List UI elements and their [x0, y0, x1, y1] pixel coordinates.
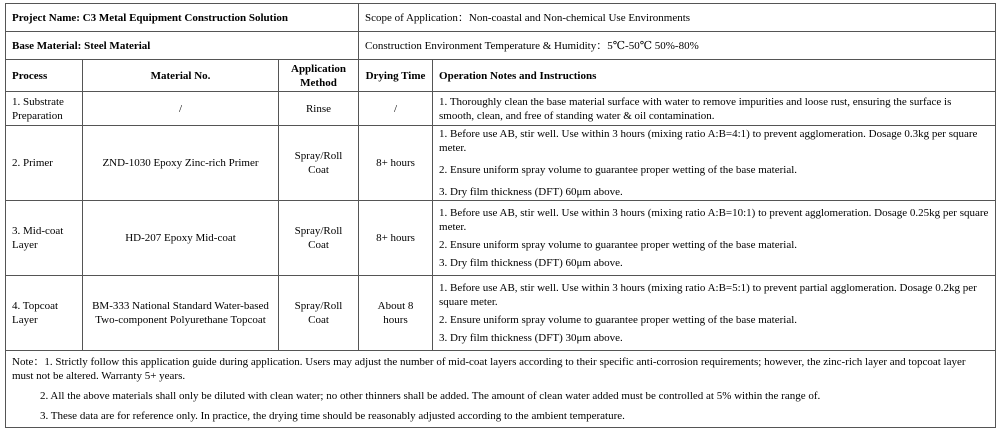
drying-cell: 8+ hours — [359, 201, 433, 276]
method-header-line2: Method — [300, 76, 337, 89]
method-header — [279, 60, 359, 92]
method-cell: Rinse — [279, 92, 359, 126]
project-name: Project Name: C3 Metal Equipment Construction Solution — [6, 4, 359, 32]
note-line: 3. Dry film thickness (DFT) 30μm above. — [439, 332, 623, 344]
material-cell: BM-333 National Standard Water-based Two-component Polyurethane Topcoat — [83, 276, 279, 351]
material-row — [6, 32, 996, 60]
process-cell: 4. Topcoat Layer — [6, 276, 83, 351]
method-cell: Spray/Roll Coat — [279, 276, 359, 351]
column-header-row — [6, 60, 996, 92]
process-header: Process — [6, 60, 83, 92]
drying-cell: About 8 hours — [359, 276, 433, 351]
note-line: 3. Dry film thickness (DFT) 60μm above. — [439, 186, 623, 198]
drying-cell: / — [359, 92, 433, 126]
process-cell: 3. Mid-coat Layer — [6, 201, 83, 276]
project-row — [6, 4, 996, 32]
material-cell: / — [83, 92, 279, 126]
note-line: 1. Before use AB, stir well. Use within 3 hours (mixing ratio A:B=4:1) to prevent agglomeration. Dosage 0.3kg per square meter. — [439, 128, 978, 154]
table-row — [6, 201, 996, 276]
material-cell: ZND-1030 Epoxy Zinc-rich Primer — [83, 126, 279, 201]
scope-of-application: Scope of Application：Non-coastal and Non-chemical Use Environments — [359, 4, 996, 32]
notes-cell — [433, 126, 996, 201]
process-cell: 2. Primer — [6, 126, 83, 201]
drying-cell: 8+ hours — [359, 126, 433, 201]
notes-cell — [433, 276, 996, 351]
drying-header: Drying Time — [359, 60, 433, 92]
note-line: 1. Before use AB, stir well. Use within 3 hours (mixing ratio A:B=5:1) to prevent partial agglomeration. Dosage 0.2kg per square meter. — [439, 282, 977, 308]
table-row — [6, 92, 996, 126]
note-line: 2. Ensure uniform spray volume to guarantee proper wetting of the base material. — [439, 164, 798, 176]
note-line: 1. Thoroughly clean the base material surface with water to remove impurities and loose rust, ensuring the surface is smooth, clean, and free of standing water & oil contamination. — [439, 95, 952, 122]
method-header-line1: Application — [291, 62, 347, 75]
table-row — [6, 276, 996, 351]
footer-note-2: 2. All the above materials shall only be diluted with clean water; no other thinners shall be added. The amount of clean water added must be controlled at 5% within the range of. — [40, 390, 821, 402]
footer-notes — [6, 351, 996, 428]
footer-note-1: Note：1. Strictly follow this application guide during application. Users may adjust the number of mid-coat layers according to their specific anti-corrosion requirements; however, the zinc-rich layer and topcoat layer must not be altered. Warranty 5+ years. — [12, 356, 966, 382]
method-cell: Spray/Roll Coat — [279, 201, 359, 276]
material-header: Material No. — [83, 60, 279, 92]
material-cell: HD-207 Epoxy Mid-coat — [83, 201, 279, 276]
table-row — [6, 126, 996, 201]
construction-spec-table — [5, 3, 996, 428]
note-line: 2. Ensure uniform spray volume to guarantee proper wetting of the base material. — [439, 239, 798, 251]
method-cell: Spray/Roll Coat — [279, 126, 359, 201]
notes-cell — [433, 201, 996, 276]
notes-header: Operation Notes and Instructions — [433, 60, 996, 92]
base-material: Base Material: Steel Material — [6, 32, 359, 60]
process-cell: 1. Substrate Preparation — [6, 92, 83, 126]
note-line: 2. Ensure uniform spray volume to guarantee proper wetting of the base material. — [439, 314, 798, 326]
environment-conditions: Construction Environment Temperature & Humidity：5℃-50℃ 50%-80% — [359, 32, 996, 60]
note-line: 3. Dry film thickness (DFT) 60μm above. — [439, 257, 623, 269]
notes-footer-row — [6, 351, 996, 428]
footer-note-3: 3. These data are for reference only. In practice, the drying time should be reasonably adjusted according to the ambient temperature. — [40, 410, 625, 422]
notes-cell — [433, 92, 996, 126]
note-line: 1. Before use AB, stir well. Use within 3 hours (mixing ratio A:B=10:1) to prevent agglomeration. Dosage 0.25kg per square meter. — [439, 207, 989, 233]
